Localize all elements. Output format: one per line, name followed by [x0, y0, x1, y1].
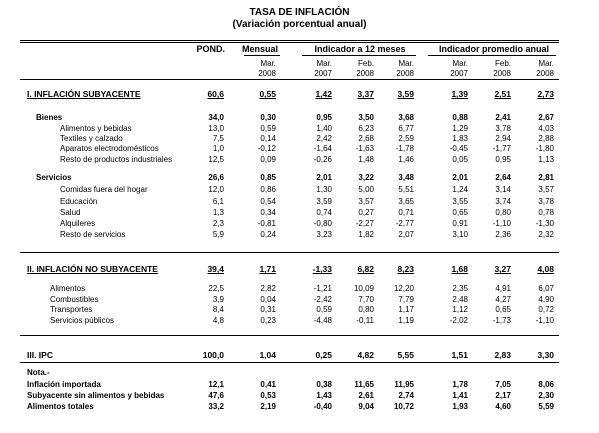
row-value: 0,78 — [538, 208, 554, 217]
row-value: 2,82 — [260, 284, 276, 293]
header-mensual-rule — [244, 55, 280, 56]
row-value: 22,5 — [208, 284, 224, 293]
row-value: -2,77 — [395, 219, 414, 228]
row-value: 3,9 — [212, 295, 224, 304]
row-value: 2,48 — [452, 295, 468, 304]
row-label: II. INFLACIÓN NO SUBYACENTE — [27, 264, 158, 274]
row-value: 12,5 — [208, 155, 224, 164]
row-value: 2,35 — [452, 284, 468, 293]
row-value: -0,12 — [257, 144, 276, 153]
table-row — [0, 230, 599, 241]
sub-header-year: 2008 — [493, 69, 511, 78]
row-value: 1,41 — [452, 391, 468, 400]
row-value: 11,95 — [394, 380, 414, 389]
row-value: 1,19 — [398, 316, 414, 325]
row-label: Resto de productos industriales — [60, 155, 173, 164]
sub-header-year: 2008 — [356, 69, 374, 78]
section-separator-3 — [20, 362, 559, 363]
section-separator-2 — [20, 335, 559, 336]
row-value: 0,95 — [316, 113, 332, 122]
row-value: 2,36 — [495, 230, 511, 239]
row-label: Servicios — [36, 173, 72, 182]
row-value: 6,07 — [538, 284, 554, 293]
row-value: 0,91 — [452, 219, 468, 228]
table-row — [0, 402, 599, 413]
row-value: 3,59 — [316, 197, 332, 206]
row-value: 2,30 — [538, 391, 554, 400]
row-value: -0,11 — [356, 316, 374, 325]
row-value: 1,04 — [259, 350, 276, 360]
row-value: 60,6 — [207, 89, 224, 99]
row-value: -0,80 — [313, 219, 332, 228]
table-row — [0, 89, 599, 100]
row-value: -1,78 — [395, 144, 414, 153]
row-value: 0,59 — [316, 305, 332, 314]
row-value: 6,23 — [358, 124, 374, 133]
table-row — [0, 350, 599, 361]
row-value: 3,10 — [452, 230, 468, 239]
row-label: Combustibles — [50, 295, 99, 304]
row-value: 8,23 — [397, 264, 414, 274]
row-value: 4,03 — [538, 124, 554, 133]
row-value: -0,26 — [313, 155, 332, 164]
row-value: -1,10 — [535, 316, 554, 325]
row-value: 2,41 — [495, 113, 511, 122]
table-row — [0, 368, 599, 379]
row-label: Alquileres — [60, 219, 96, 228]
row-value: 3,68 — [398, 113, 414, 122]
row-value: 2,07 — [398, 230, 414, 239]
row-label: Aparatos electrodomésticos — [60, 144, 159, 153]
row-value: 11,65 — [354, 380, 374, 389]
row-value: 0,85 — [260, 173, 276, 182]
row-value: -1,21 — [313, 284, 332, 293]
row-value: 0,38 — [316, 380, 332, 389]
row-value: 0,72 — [538, 305, 554, 314]
row-value: 2,94 — [495, 134, 511, 143]
table-row — [0, 264, 599, 275]
row-value: 2,17 — [495, 391, 511, 400]
row-value: 6,77 — [398, 124, 414, 133]
table-title: TASA DE INFLACIÓN — [249, 7, 350, 18]
row-value: 1,40 — [316, 124, 332, 133]
row-value: 7,79 — [398, 295, 414, 304]
row-value: 0,74 — [316, 208, 332, 217]
sub-header-year: 2008 — [258, 69, 276, 78]
row-value: -4,48 — [313, 316, 332, 325]
row-value: 3,55 — [452, 197, 468, 206]
row-value: -0,45 — [449, 144, 468, 153]
row-value: 0,14 — [260, 134, 276, 143]
row-value: 0,25 — [315, 350, 332, 360]
row-value: 3,30 — [537, 350, 554, 360]
row-label: Inflación importada — [27, 380, 101, 389]
row-value: -0,40 — [313, 402, 332, 411]
row-label: Alimentos — [50, 284, 86, 293]
row-value: -0,81 — [257, 219, 276, 228]
row-value: 5,59 — [538, 402, 554, 411]
row-value: 12,0 — [208, 185, 224, 194]
row-value: 2,42 — [316, 134, 332, 143]
row-value: 3,57 — [358, 197, 374, 206]
row-value: 26,6 — [208, 173, 224, 182]
row-value: 12,1 — [208, 380, 224, 389]
row-value: 1,46 — [398, 155, 414, 164]
header-indicador-12-meses: Indicador a 12 meses — [314, 44, 406, 54]
row-value: 0,27 — [358, 208, 374, 217]
table-row — [0, 380, 599, 391]
row-value: 2,59 — [398, 134, 414, 143]
row-label: Textiles y calzado — [60, 134, 123, 143]
table-subtitle: (Variación porcentual anual) — [232, 19, 367, 30]
row-value: 5,51 — [398, 185, 414, 194]
header-pond: POND. — [196, 44, 225, 54]
row-value: 2,74 — [398, 391, 414, 400]
row-value: 33,2 — [208, 402, 224, 411]
sub-header-month: Mar. — [316, 59, 332, 68]
row-value: 3,14 — [495, 185, 511, 194]
row-value: 1,0 — [212, 144, 224, 153]
row-value: 5,9 — [212, 230, 224, 239]
row-value: 3,22 — [358, 173, 374, 182]
row-value: 3,78 — [538, 197, 554, 206]
row-value: 2,32 — [538, 230, 554, 239]
row-value: 2,3 — [212, 219, 224, 228]
row-value: -1,64 — [313, 144, 332, 153]
row-value: -1,77 — [492, 144, 511, 153]
row-value: -2,27 — [355, 219, 374, 228]
row-value: 2,88 — [538, 134, 554, 143]
row-value: 0,24 — [260, 230, 276, 239]
row-value: -2,42 — [313, 295, 332, 304]
row-value: 2,81 — [538, 173, 554, 182]
row-value: 0,04 — [260, 295, 276, 304]
row-value: 1,93 — [452, 402, 468, 411]
row-value: 4,91 — [495, 284, 511, 293]
header-mensual: Mensual — [241, 44, 278, 54]
row-value: 0,30 — [260, 113, 276, 122]
row-value: 4,90 — [538, 295, 554, 304]
sub-header-month: Mar. — [398, 59, 414, 68]
table-row — [0, 316, 599, 327]
row-value: 2,68 — [358, 134, 374, 143]
row-value: 0,41 — [260, 380, 276, 389]
row-value: 0,65 — [495, 305, 511, 314]
sub-header-month: Mar. — [260, 59, 276, 68]
row-value: 0,80 — [495, 208, 511, 217]
row-value: 10,09 — [353, 284, 374, 293]
sub-header-year: 2007 — [314, 69, 332, 78]
header-top-rule — [20, 40, 559, 43]
row-value: 4,08 — [537, 264, 554, 274]
row-label: I. INFLACIÓN SUBYACENTE — [27, 89, 141, 99]
row-value: 3,78 — [495, 124, 511, 133]
row-value: 2,61 — [358, 391, 374, 400]
table-row — [0, 173, 599, 184]
sub-header-month: Feb. — [494, 59, 511, 68]
row-value: 0,53 — [260, 391, 276, 400]
row-value: 3,37 — [357, 89, 374, 99]
header-ind12-rule — [302, 55, 416, 56]
row-value: 2,19 — [260, 402, 276, 411]
row-value: 0,88 — [452, 113, 468, 122]
row-value: 10,72 — [393, 402, 414, 411]
row-value: -2,02 — [449, 316, 468, 325]
table-row — [0, 219, 599, 230]
header-indprom-rule — [428, 55, 556, 56]
row-value: 3,59 — [397, 89, 414, 99]
row-value: 6,1 — [212, 197, 224, 206]
row-value: 0,54 — [260, 197, 276, 206]
row-value: 1,29 — [452, 124, 468, 133]
row-label: Alimentos y bebidas — [60, 124, 132, 133]
row-value: 1,43 — [316, 391, 332, 400]
row-label: Nota.- — [27, 368, 50, 377]
table-row — [0, 197, 599, 208]
row-value: 2,67 — [538, 113, 554, 122]
row-value: 1,82 — [358, 230, 374, 239]
row-value: -1,63 — [355, 144, 374, 153]
row-value: 0,65 — [452, 208, 468, 217]
sub-header-year: 2008 — [536, 69, 554, 78]
row-value: 1,83 — [452, 134, 468, 143]
table-row — [0, 144, 599, 155]
row-value: 6,82 — [357, 264, 374, 274]
row-value: 0,55 — [259, 89, 276, 99]
row-value: 2,83 — [494, 350, 511, 360]
row-value: 1,12 — [452, 305, 468, 314]
row-value: 1,42 — [315, 89, 332, 99]
row-value: 4,8 — [212, 316, 224, 325]
row-value: 39,4 — [207, 264, 224, 274]
row-value: 34,0 — [208, 113, 224, 122]
row-value: 1,24 — [452, 185, 468, 194]
row-value: 8,06 — [538, 380, 554, 389]
row-value: -1,30 — [535, 219, 554, 228]
row-value: 9,04 — [358, 402, 374, 411]
row-label: Servicios públicos — [50, 316, 115, 325]
row-value: 5,55 — [397, 350, 414, 360]
sub-header-month: Feb. — [357, 59, 374, 68]
section-separator-1 — [20, 252, 559, 253]
sub-header-month: Mar. — [452, 59, 468, 68]
row-value: 1,39 — [451, 89, 468, 99]
row-value: 4,60 — [495, 402, 511, 411]
row-value: 0,86 — [260, 185, 276, 194]
row-value: 1,51 — [451, 350, 468, 360]
row-value: 0,31 — [260, 305, 276, 314]
row-value: 2,01 — [316, 173, 332, 182]
row-value: 4,27 — [495, 295, 511, 304]
table-row — [0, 155, 599, 166]
row-value: 3,27 — [494, 264, 511, 274]
row-value: 2,64 — [495, 173, 511, 182]
row-value: 13,0 — [208, 124, 224, 133]
row-label: Transportes — [50, 305, 93, 314]
row-value: 7,05 — [495, 380, 511, 389]
row-value: 1,17 — [398, 305, 414, 314]
row-value: 3,74 — [495, 197, 511, 206]
row-value: 1,13 — [538, 155, 554, 164]
row-label: Salud — [60, 208, 81, 217]
row-value: 2,01 — [452, 173, 468, 182]
row-value: 0,09 — [260, 155, 276, 164]
row-value: 0,34 — [260, 208, 276, 217]
row-value: 0,05 — [452, 155, 468, 164]
row-value: 5,00 — [358, 185, 374, 194]
row-value: 0,95 — [495, 155, 511, 164]
row-value: 1,78 — [452, 380, 468, 389]
row-value: 12,20 — [393, 284, 414, 293]
row-value: 3,23 — [316, 230, 332, 239]
row-value: 0,59 — [260, 124, 276, 133]
row-value: 2,73 — [537, 89, 554, 99]
row-value: -1,80 — [535, 144, 554, 153]
row-label: Educación — [60, 197, 98, 206]
row-value: 2,51 — [494, 89, 511, 99]
table-row — [0, 284, 599, 295]
row-value: 1,68 — [451, 264, 468, 274]
table-row — [0, 113, 599, 124]
table-row — [0, 391, 599, 402]
row-value: 47,6 — [208, 391, 224, 400]
row-value: 1,48 — [358, 155, 374, 164]
table-row — [0, 305, 599, 316]
row-value: 3,48 — [398, 173, 414, 182]
row-value: 4,82 — [357, 350, 374, 360]
row-value: 0,71 — [398, 208, 414, 217]
table-row — [0, 185, 599, 196]
row-label: Alimentos totales — [27, 402, 94, 411]
row-value: 1,71 — [259, 264, 276, 274]
row-value: 3,57 — [538, 185, 554, 194]
row-value: 7,5 — [212, 134, 224, 143]
row-value: -1,33 — [312, 264, 332, 274]
row-label: Bienes — [36, 113, 63, 122]
row-label: Comidas fuera del hogar — [60, 185, 148, 194]
table-row — [0, 208, 599, 219]
row-label: Resto de servicios — [60, 230, 126, 239]
row-value: 100,0 — [202, 350, 224, 360]
row-value: 3,50 — [358, 113, 374, 122]
header-indicador-promedio: Indicador promedio anual — [438, 44, 549, 54]
row-value: 1,30 — [316, 185, 332, 194]
row-value: 8,4 — [212, 305, 224, 314]
row-label: III. IPC — [27, 350, 53, 360]
row-value: 1,3 — [212, 208, 224, 217]
row-value: 7,70 — [358, 295, 374, 304]
row-label: Subyacente sin alimentos y bebidas — [27, 391, 165, 400]
row-value: 0,80 — [358, 305, 374, 314]
row-value: 3,65 — [398, 197, 414, 206]
sub-header-month: Mar. — [538, 59, 554, 68]
header-bottom-rule — [20, 79, 559, 80]
row-value: -1,73 — [492, 316, 511, 325]
row-value: 0,23 — [260, 316, 276, 325]
sub-header-year: 2007 — [450, 69, 468, 78]
row-value: -1,10 — [492, 219, 511, 228]
sub-header-year: 2008 — [396, 69, 414, 78]
